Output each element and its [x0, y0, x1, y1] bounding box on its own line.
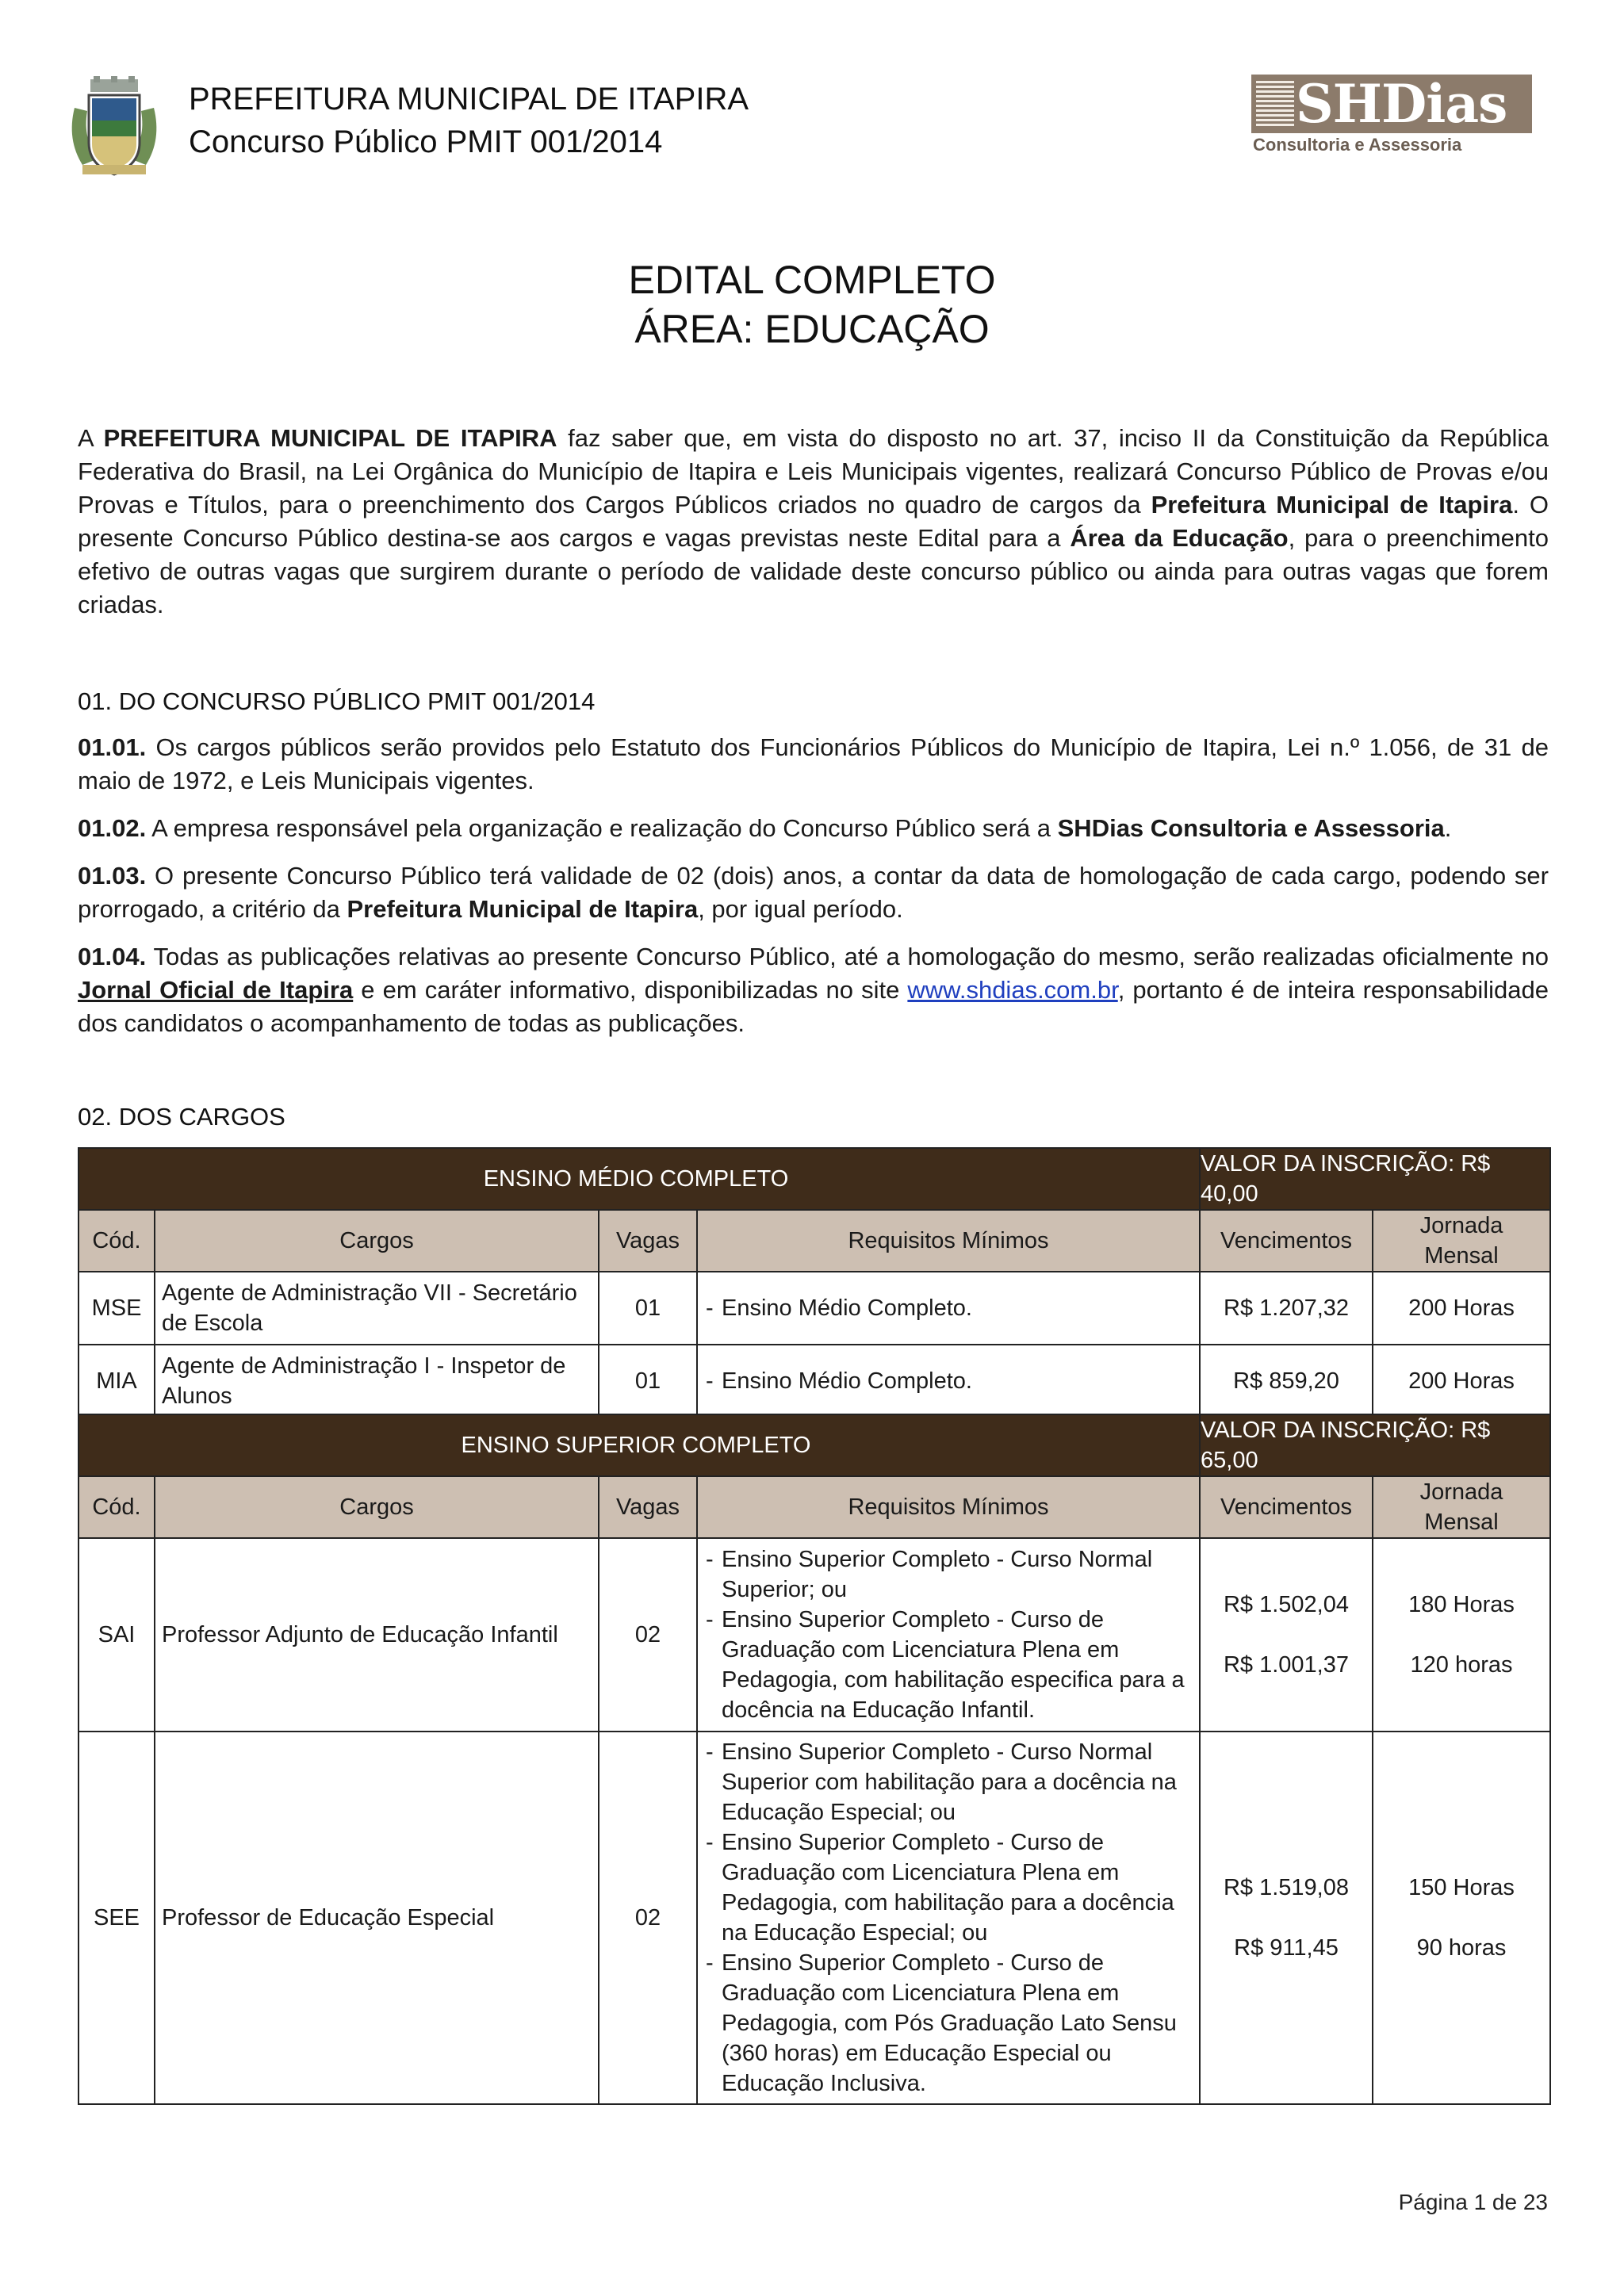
col-vencimentos: Vencimentos	[1200, 1210, 1373, 1272]
cell-cod: SAI	[79, 1538, 155, 1732]
band-title	[79, 1414, 1200, 1476]
cell-vencimentos	[1200, 1538, 1373, 1732]
band-title-text: ENSINO MÉDIO COMPLETO	[483, 1166, 789, 1192]
cell-cargo: Agente de Administração VII - Secretário de Escola	[155, 1272, 599, 1345]
intro-prefeitura-bold: Prefeitura Municipal de Itapira	[1151, 491, 1513, 519]
band-title	[79, 1148, 1200, 1210]
item-prefeitura-bold: Prefeitura Municipal de Itapira	[347, 895, 699, 923]
spacer	[1207, 1620, 1365, 1650]
item-01-01	[78, 731, 1549, 798]
cell-vagas: 01	[599, 1345, 697, 1418]
intro-text: A	[78, 424, 104, 452]
hours-value: 150 Horas	[1408, 1875, 1515, 1900]
shdias-logo	[1251, 75, 1532, 160]
item-number: 01.03.	[78, 862, 147, 890]
intro-text: . O presente Concurso Público destina-se aos cargos e vagas previstas neste Edital para a	[78, 491, 1549, 552]
spacer	[1207, 1903, 1365, 1933]
col-cargos: Cargos	[155, 1476, 599, 1538]
title-line-2: ÁREA: EDUCAÇÃO	[634, 307, 990, 351]
band-fee	[1200, 1414, 1550, 1476]
org-name: PREFEITURA MUNICIPAL DE ITAPIRA	[189, 82, 749, 117]
title-line-1: EDITAL COMPLETO	[628, 258, 996, 302]
cell-jornada	[1373, 1732, 1550, 2104]
salary-value: R$ 1.502,04	[1223, 1592, 1349, 1617]
table-band	[79, 1148, 1550, 1210]
logo-subtitle: Consultoria e Assessoria	[1253, 135, 1462, 155]
requirement-item: - Ensino Superior Completo - Curso de Graduação com Licenciatura Plena em Pedagogia, com habilitação especifica para a docência na Educação Infantil.	[704, 1605, 1193, 1725]
intro-paragraph	[78, 422, 1549, 622]
salary-value: R$ 1.519,08	[1223, 1875, 1349, 1900]
requirement-item: - Ensino Médio Completo.	[704, 1366, 1193, 1396]
hours-value: 90 horas	[1416, 1935, 1507, 1961]
item-text: O presente Concurso Público terá validade de 02 (dois) anos, a contar da data de homologação de cada cargo, podendo ser prorrogado, a critério da	[78, 862, 1549, 923]
section-1-title: 01. DO CONCURSO PÚBLICO PMIT 001/2014	[78, 687, 596, 715]
item-number: 01.04.	[78, 943, 147, 970]
section-2-title: 02. DOS CARGOS	[78, 1103, 285, 1131]
intro-text: faz saber que, em vista do disposto no art. 37, inciso II da Constituição da República Federativa do Brasil, na Lei Orgânica do Município de Itapira e Leis Municipais vigentes, realizará Concurso Público de Provas e/ou Provas e Títulos, para o preenchimento dos Cargos Públicos criados no quadro de cargos da	[78, 424, 1549, 519]
item-text: Os cargos públicos serão providos pelo Estatuto dos Funcionários Públicos do Município de Itapira, Lei n.º 1.056, de 31 de maio de 1972, e Leis Municipais vigentes.	[78, 733, 1549, 794]
item-number: 01.01.	[78, 733, 147, 761]
item-company-bold: SHDias Consultoria e Assessoria	[1057, 814, 1445, 842]
cell-cargo: Professor Adjunto de Educação Infantil	[155, 1538, 599, 1732]
cell-jornada: 200 Horas	[1373, 1272, 1550, 1345]
table-row	[79, 1538, 1550, 1732]
table-row	[79, 1272, 1550, 1345]
cell-requisitos	[697, 1345, 1200, 1418]
cell-vagas: 01	[599, 1272, 697, 1345]
item-text: , portanto é de inteira responsabilidade dos candidatos o acompanhamento de todas as publicações.	[78, 976, 1549, 1037]
col-cod: Cód.	[79, 1210, 155, 1272]
intro-area-bold: Área da Educação	[1070, 524, 1289, 552]
salary-value: R$ 1.001,37	[1223, 1652, 1349, 1678]
band-fee-text: VALOR DA INSCRIÇÃO: R$ 40,00	[1201, 1151, 1491, 1207]
spacer	[1380, 1620, 1543, 1650]
document-title	[0, 255, 1624, 354]
cell-vagas: 02	[599, 1538, 697, 1732]
col-vagas: Vagas	[599, 1476, 697, 1538]
intro-text: , para o preenchimento efetivo de outras vagas que surgirem durante o período de validade deste concurso público ou ainda para outras vagas que forem criadas.	[78, 524, 1549, 618]
requirement-item: - Ensino Médio Completo.	[704, 1293, 1193, 1323]
item-text: Todas as publicações relativas ao presente Concurso Público, até a homologação do mesmo, serão realizadas oficialmente no	[146, 943, 1549, 970]
col-vagas: Vagas	[599, 1210, 697, 1272]
cell-cod: MSE	[79, 1272, 155, 1345]
item-text: , por igual período.	[698, 895, 903, 923]
hours-value: 120 horas	[1410, 1652, 1513, 1678]
logo-text: SHDias	[1296, 73, 1507, 135]
table-row	[79, 1732, 1550, 2104]
item-text: A empresa responsável pela organização e realização do Concurso Público será a	[146, 814, 1058, 842]
shdias-website-link[interactable]: www.shdias.com.br	[907, 976, 1118, 1004]
col-requisitos: Requisitos Mínimos	[697, 1210, 1200, 1272]
logo-box	[1251, 75, 1532, 133]
col-cod: Cód.	[79, 1476, 155, 1538]
cell-vencimentos: R$ 859,20	[1200, 1345, 1373, 1418]
hours-value: 180 Horas	[1408, 1592, 1515, 1617]
spacer	[1380, 1903, 1543, 1933]
col-requisitos: Requisitos Mínimos	[697, 1476, 1200, 1538]
item-01-04	[78, 940, 1549, 1040]
item-text: .	[1444, 814, 1452, 842]
cell-jornada	[1373, 1538, 1550, 1732]
cell-requisitos	[697, 1732, 1200, 2104]
band-fee-text: VALOR DA INSCRIÇÃO: R$ 65,00	[1201, 1418, 1491, 1473]
item-01-02	[78, 812, 1549, 845]
col-cargos: Cargos	[155, 1210, 599, 1272]
intro-org-bold: PREFEITURA MUNICIPAL DE ITAPIRA	[103, 424, 557, 452]
municipal-crest-icon	[67, 76, 162, 181]
cell-cargo: Agente de Administração I - Inspetor de Alunos	[155, 1345, 599, 1418]
cell-jornada: 200 Horas	[1373, 1345, 1550, 1418]
table-ensino-superior	[78, 1414, 1551, 2105]
table-ensino-medio	[78, 1147, 1551, 1418]
header-titles	[189, 78, 749, 163]
cell-vagas: 02	[599, 1732, 697, 2104]
table-header-row	[79, 1210, 1550, 1272]
jornal-oficial-link: Jornal Oficial de Itapira	[78, 976, 354, 1004]
cell-vencimentos	[1200, 1732, 1373, 2104]
item-number: 01.02.	[78, 814, 147, 842]
item-01-03	[78, 859, 1549, 926]
item-text: e em caráter informativo, disponibilizadas no site	[353, 976, 908, 1004]
cell-cod: SEE	[79, 1732, 155, 2104]
requirement-item: - Ensino Superior Completo - Curso de Graduação com Licenciatura Plena em Pedagogia, com habilitação para a docência na Educação Especial; ou	[704, 1827, 1193, 1948]
col-jornada: Jornada Mensal	[1373, 1210, 1550, 1272]
page-number: Página 1 de 23	[1398, 2190, 1548, 2214]
requirement-item: - Ensino Superior Completo - Curso Normal Superior com habilitação para a docência na Educação Especial; ou	[704, 1737, 1193, 1827]
table-header-row	[79, 1476, 1550, 1538]
col-vencimentos: Vencimentos	[1200, 1476, 1373, 1538]
cell-cod: MIA	[79, 1345, 155, 1418]
cell-requisitos	[697, 1538, 1200, 1732]
band-fee	[1200, 1148, 1550, 1210]
cell-requisitos	[697, 1272, 1200, 1345]
logo-stripes-icon	[1256, 81, 1294, 127]
cell-vencimentos: R$ 1.207,32	[1200, 1272, 1373, 1345]
cell-cargo: Professor de Educação Especial	[155, 1732, 599, 2104]
band-title-text: ENSINO SUPERIOR COMPLETO	[461, 1433, 811, 1458]
requirement-item: - Ensino Superior Completo - Curso Normal Superior; ou	[704, 1544, 1193, 1605]
requirement-item: - Ensino Superior Completo - Curso de Graduação com Licenciatura Plena em Pedagogia, com Pós Graduação Lato Sensu (360 horas) em Educação Especial ou Educação Inclusiva.	[704, 1948, 1193, 2099]
table-row	[79, 1345, 1550, 1418]
contest-name: Concurso Público PMIT 001/2014	[189, 124, 663, 159]
col-jornada: Jornada Mensal	[1373, 1476, 1550, 1538]
table-band	[79, 1414, 1550, 1476]
salary-value: R$ 911,45	[1234, 1935, 1339, 1961]
